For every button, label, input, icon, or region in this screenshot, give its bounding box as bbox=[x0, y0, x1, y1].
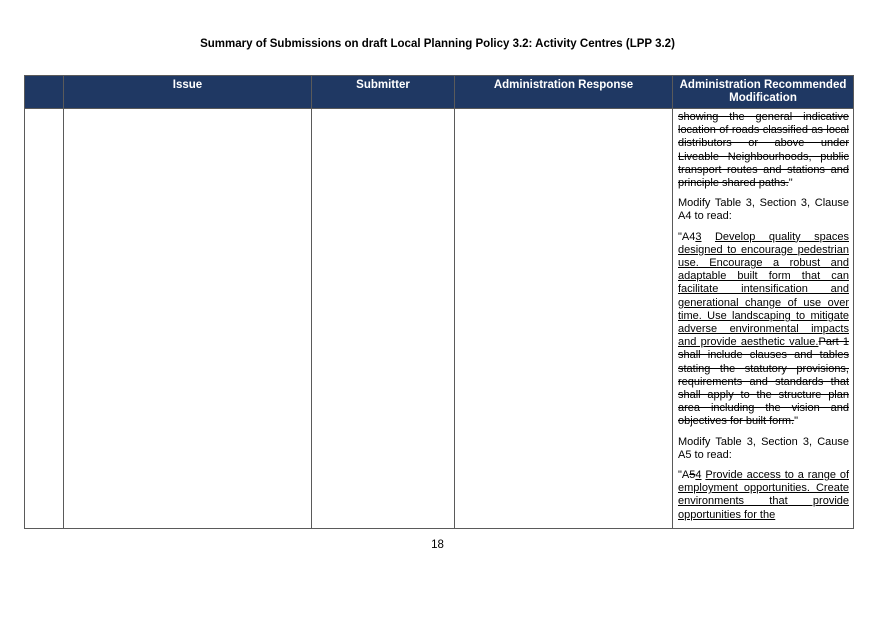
modification-paragraph-2: Modify Table 3, Section 3, Clause A4 to read: bbox=[678, 197, 849, 223]
cell-recommended-modification bbox=[673, 109, 854, 529]
modification-paragraph-3 bbox=[678, 231, 849, 429]
header-number bbox=[25, 76, 64, 109]
clause-prefix: "A bbox=[678, 469, 690, 482]
modification-text bbox=[673, 109, 853, 522]
table-header-row bbox=[25, 76, 854, 109]
cell-submitter bbox=[312, 109, 455, 529]
page-number: 18 bbox=[431, 539, 444, 551]
header-issue: Issue bbox=[64, 76, 312, 109]
inserted-clause-number: 3 bbox=[695, 230, 702, 243]
table-row bbox=[25, 109, 854, 529]
modification-paragraph-1 bbox=[678, 111, 849, 190]
closing-quote: " bbox=[794, 415, 799, 428]
modification-paragraph-4: Modify Table 3, Section 3, Cause A5 to read: bbox=[678, 435, 849, 461]
header-administration-response: Administration Response bbox=[455, 76, 673, 109]
modification-paragraph-5 bbox=[678, 469, 849, 522]
cell-issue bbox=[64, 109, 312, 529]
submissions-table bbox=[24, 75, 854, 529]
inserted-clause-number: 4 bbox=[695, 469, 702, 482]
document-title: Summary of Submissions on draft Local Planning Policy 3.2: Activity Centres (LPP 3.2) bbox=[200, 38, 675, 50]
deleted-clause-number: 5 bbox=[689, 469, 696, 482]
inserted-text: Develop quality spaces designed to encourage pedestrian use. Encourage a robust and adaptable built form that can facilitate intensification and generational change of use over time. Use landscaping to mitigate adverse environmental impacts and provide aesthetic value. bbox=[678, 230, 849, 349]
closing-quote: " bbox=[788, 177, 793, 190]
clause-prefix: "A4 bbox=[678, 230, 696, 243]
header-submitter: Submitter bbox=[312, 76, 455, 109]
inserted-text: Provide access to a range of employment opportunities. Create environments that provide opportunities for the bbox=[678, 469, 849, 521]
deleted-text: showing the general indicative location of roads classified as local distributors or above under Liveable Neighbourhoods, public transport routes and stations and principle shared paths. bbox=[678, 111, 849, 190]
deleted-text: Part 1 shall include clauses and tables stating the statutory provisions, requirements and standards that shall apply to the structure plan area including the vision and objectives for built form. bbox=[678, 336, 849, 428]
header-recommended-modification: Administration Recommended Modification bbox=[673, 76, 854, 109]
cell-number bbox=[25, 109, 64, 529]
cell-administration-response bbox=[455, 109, 673, 529]
